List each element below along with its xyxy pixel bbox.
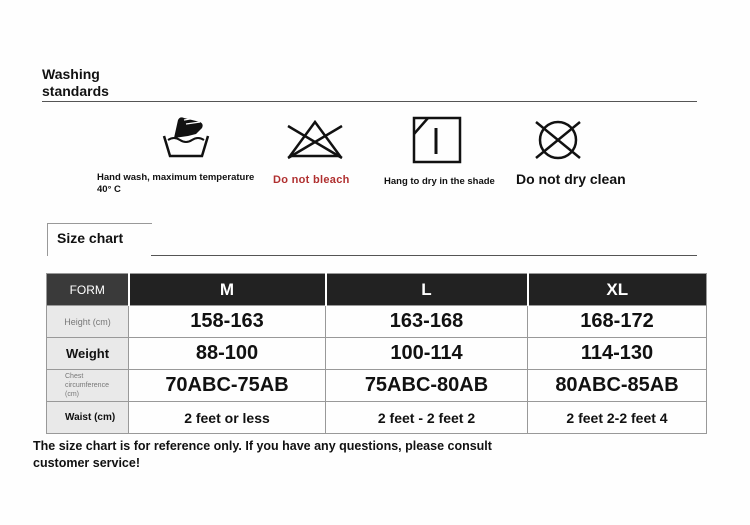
header-size-xl: XL [528,274,707,306]
size-chart-title: Size chart [57,230,124,246]
table-row [47,306,707,338]
table-cell: 2 feet or less [129,402,326,434]
hand-wash-label: Hand wash, maximum temperature 40° C [97,172,255,195]
table-cell: 163-168 [326,306,528,338]
table-cell: 158-163 [129,306,326,338]
table-cell: 70ABC-75AB [129,370,326,402]
table-cell: 168-172 [528,306,707,338]
table-cell: 80ABC-85AB [528,370,707,402]
table-header-row [47,274,707,306]
table-row [47,402,707,434]
washing-divider [42,101,697,102]
table-cell: 2 feet - 2 feet 2 [326,402,528,434]
washing-standards-title: Washing standards [42,66,109,99]
size-chart-footnote: The size chart is for reference only. If you have any questions, please consult customer service! [33,439,492,470]
row-label-weight: Weight [47,338,129,370]
no-dry-clean-icon [530,116,586,164]
header-form: FORM [47,274,129,306]
no-bleach-icon [284,118,346,160]
table-row [47,370,707,402]
table-cell: 88-100 [129,338,326,370]
size-table [46,273,707,434]
table-cell: 100-114 [326,338,528,370]
size-chart-divider [151,255,697,256]
hand-wash-icon [160,112,212,160]
row-label-waist: Waist (cm) [47,402,129,434]
table-row [47,338,707,370]
table-cell: 75ABC-80AB [326,370,528,402]
no-bleach-label: Do not bleach [273,174,350,186]
no-dry-clean-label: Do not dry clean [516,171,626,187]
hang-dry-shade-icon [412,116,464,164]
header-size-l: L [326,274,528,306]
hang-dry-label: Hang to dry in the shade [384,176,495,187]
table-cell: 2 feet 2-2 feet 4 [528,402,707,434]
row-label-height: Height (cm) [47,306,129,338]
header-size-m: M [129,274,326,306]
table-cell: 114-130 [528,338,707,370]
row-label-chest: Chest circumference (cm) [47,370,129,402]
